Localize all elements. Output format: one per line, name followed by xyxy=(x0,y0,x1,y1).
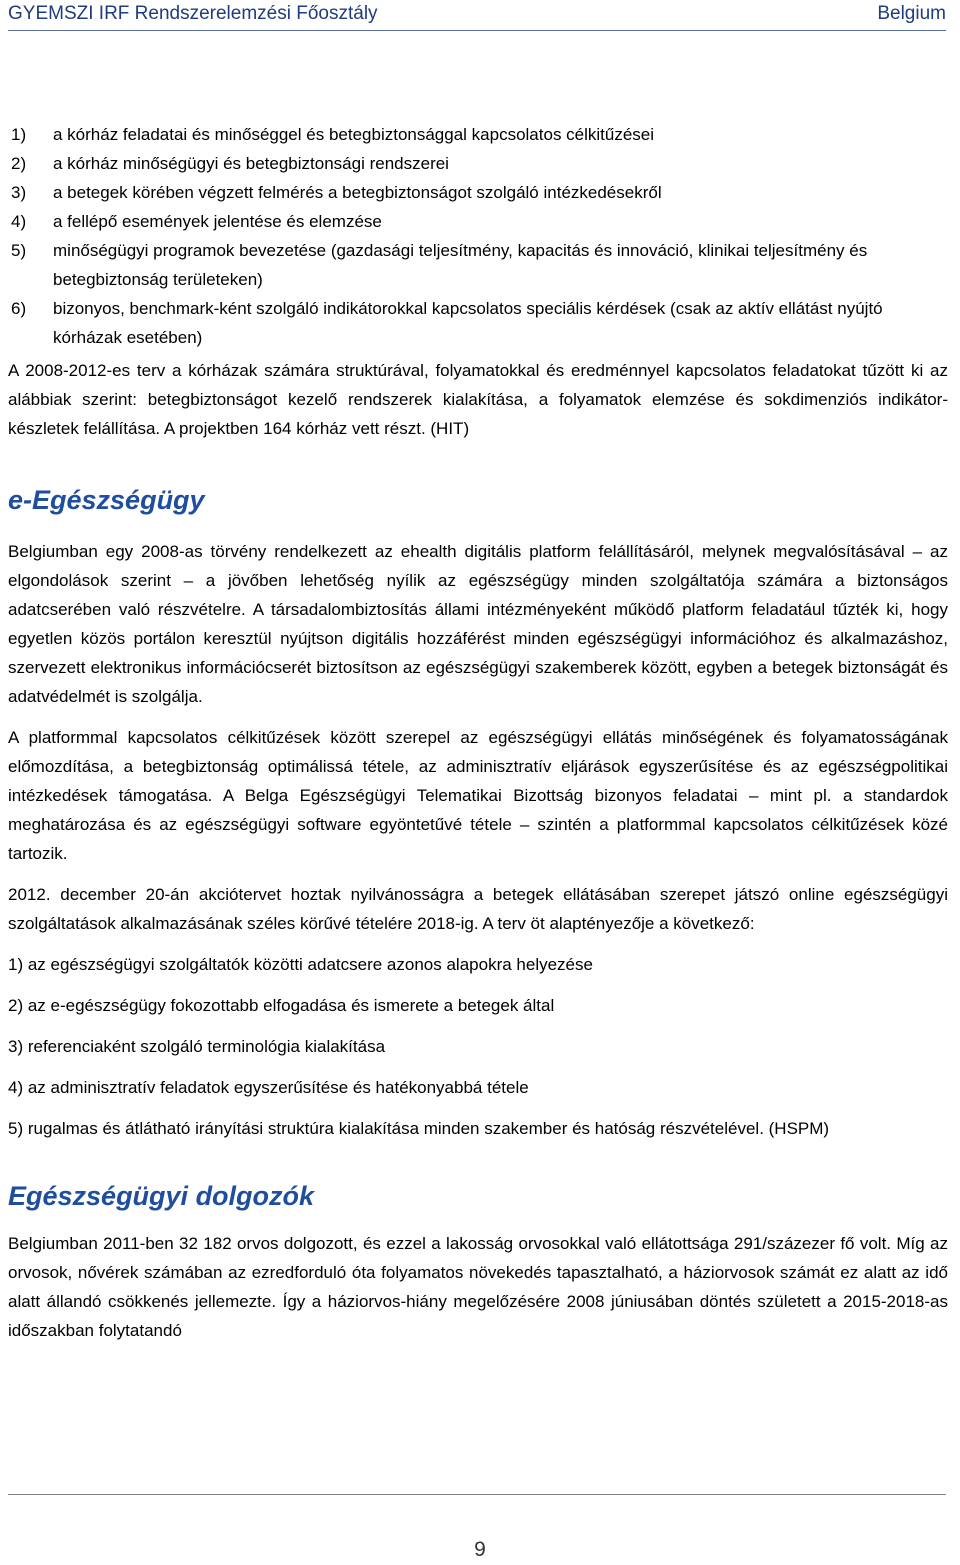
list-item-text: a kórház minőségügyi és betegbiztonsági rendszerei xyxy=(53,154,449,173)
hospital-task-list xyxy=(8,120,948,352)
ehealth-paragraph-1: Belgiumban egy 2008-as törvény rendelkezett az ehealth digitális platform felállításáról, melynek megvalósításával – az elgondolások szerint – a jövőben lehetőség nyílik az egészségügy minden szolgáltatója számára a biztonságos adatcserében való részvételre. A társadalombiztosítás állami intézményeként működő platform feladatául tűzték ki, hogy egyetlen közös portálon keresztül nyújtson digitális hozzáférést minden egészségügyi információhoz és alkalmazáshoz, szervezett elektronikus információcserét biztosítson az egészségügyi szakemberek között, egyben a betegek biztonságát és adatvédelmét is szolgálja. xyxy=(8,542,948,706)
list-item-number: 4) xyxy=(11,212,27,231)
action-plan-item: 2) az e-egészségügy fokozottabb elfogadása és ismerete a betegek által xyxy=(8,996,555,1015)
list-item-number: 3) xyxy=(11,183,27,202)
list-item-text: a kórház feladatai és minőséggel és betegbiztonsággal kapcsolatos célkitűzései xyxy=(53,125,655,144)
section-title-health-workers: Egészségügyi dolgozók xyxy=(8,1181,315,1211)
action-plan-item: 3) referenciaként szolgáló terminológia kialakítása xyxy=(8,1037,386,1056)
page-number: 9 xyxy=(474,1538,486,1561)
list-item-number: 5) xyxy=(11,241,27,260)
footer-divider xyxy=(8,1494,946,1495)
list-item xyxy=(8,149,948,178)
list-item xyxy=(8,294,948,352)
list-item-text: a fellépő események jelentése és elemzése xyxy=(53,212,382,231)
list-item-number: 2) xyxy=(11,154,27,173)
list-item-number: 6) xyxy=(11,299,27,318)
list-item-number: 1) xyxy=(11,125,27,144)
action-plan-item: 1) az egészségügyi szolgáltatók közötti adatcsere azonos alapokra helyezése xyxy=(8,955,593,974)
main-content xyxy=(8,120,948,1345)
list-item xyxy=(8,207,948,236)
header-right-title: Belgium xyxy=(877,3,946,24)
list-item-text: a betegek körében végzett felmérés a betegbiztonságot szolgáló intézkedésekről xyxy=(53,183,662,202)
section-title-ehealth: e-Egészségügy xyxy=(8,485,205,515)
list-item xyxy=(8,178,948,207)
list-item xyxy=(8,120,948,149)
header-left-title: GYEMSZI IRF Rendszerelemzési Főosztály xyxy=(8,3,378,24)
page-header xyxy=(8,0,946,31)
list-item xyxy=(8,236,948,294)
list-item-text: bizonyos, benchmark-ként szolgáló indikátorokkal kapcsolatos speciális kérdések (csak az aktív ellátást nyújtó kórházak esetében) xyxy=(53,299,883,347)
plan-paragraph: A 2008-2012-es terv a kórházak számára struktúrával, folyamatokkal és eredménnyel kapcsolatos feladatokat tűzött ki az alábbiak szerint: betegbiztonságot kezelő rendszerek kialakítása, a folyamatok elemzése és sokdimenziós indikátor-készletek felállítása. A projektben 164 kórház vett részt. (HIT) xyxy=(8,361,948,438)
ehealth-paragraph-3: 2012. december 20-án akciótervet hoztak nyilvánosságra a betegek ellátásában szerepet játszó online egészségügyi szolgáltatások alkalmazásának széles körűvé tételére 2018-ig. A terv öt alaptényezője a következő: xyxy=(8,885,948,933)
action-plan-item: 5) rugalmas és átlátható irányítási struktúra kialakítása minden szakember és hatóság részvételével. (HSPM) xyxy=(8,1119,830,1138)
action-plan-item: 4) az adminisztratív feladatok egyszerűsítése és hatékonyabbá tétele xyxy=(8,1078,529,1097)
ehealth-paragraph-2: A platformmal kapcsolatos célkitűzések között szerepel az egészségügyi ellátás minőségének és folyamatosságának előmozdítása, a betegbiztonság optimálissá tétele, az adminisztratív eljárások egyszerűsítése és az egészségpolitikai intézkedések támogatása. A Belga Egészségügyi Telematikai Bizottság bizonyos feladatai – mint pl. a standardok meghatározása és az egészségügyi software egyöntetűvé tétele – szintén a platformmal kapcsolatos célkitűzések közé tartozik. xyxy=(8,728,948,863)
list-item-text: minőségügyi programok bevezetése (gazdasági teljesítmény, kapacitás és innováció, klinikai teljesítmény és betegbiztonság területeken) xyxy=(53,241,868,289)
health-workers-paragraph: Belgiumban 2011-ben 32 182 orvos dolgozott, és ezzel a lakosság orvosokkal való ellátottsága 291/százezer fő volt. Míg az orvosok, nővérek számában az ezredforduló óta folyamatos növekedés tapasztalható, a háziorvosok számát ez alatt az idő alatt állandó csökkenés jellemezte. Így a háziorvos-hiány megelőzésére 2008 júniusában döntés született a 2015-2018-as időszakban folytatandó xyxy=(8,1234,948,1340)
